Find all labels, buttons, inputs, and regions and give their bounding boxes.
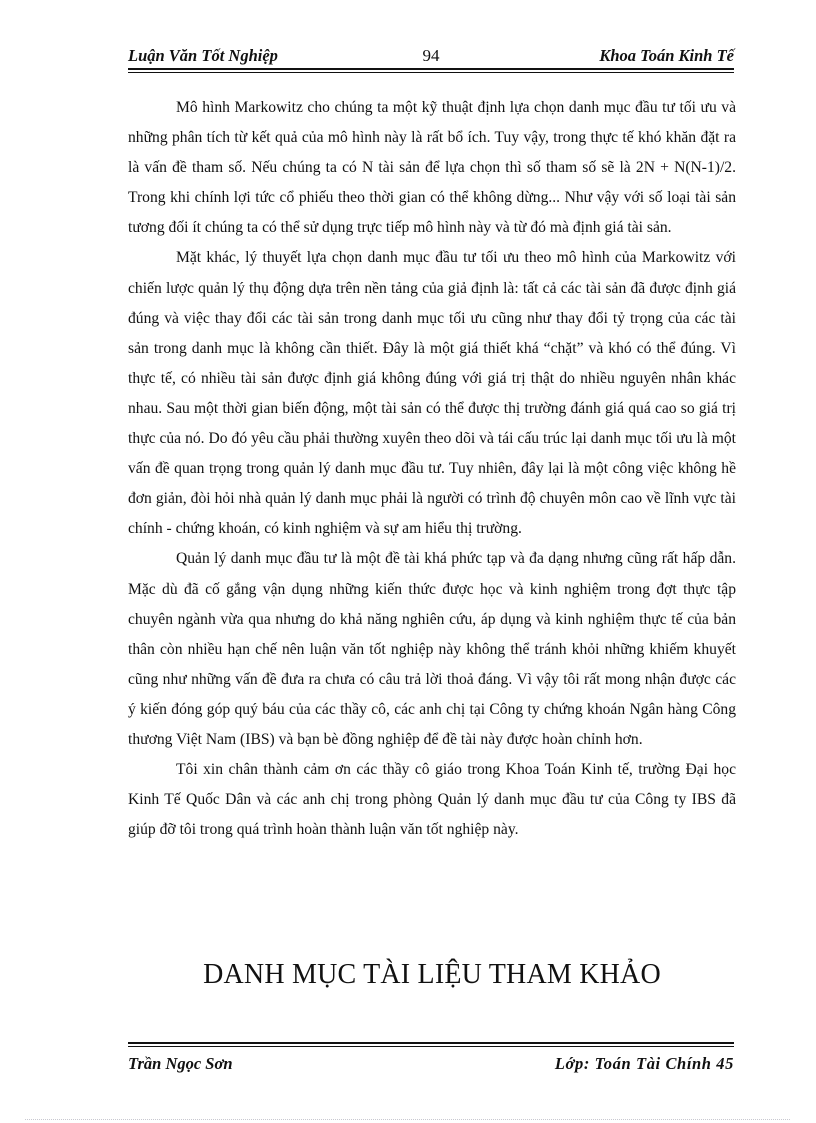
footer-class: Lớp: Toán Tài Chính 45 (554, 1054, 734, 1073)
page-boundary-line (25, 1119, 790, 1120)
footer-divider (128, 1042, 734, 1047)
paragraph-markowitz-limitations: Mô hình Markowitz cho chúng ta một kỹ thuật định lựa chọn danh mục đầu tư tối ưu và những phân tích từ kết quả của mô hình này là rất bổ ích. Tuy vậy, trong thực tế khó khăn đặt ra là vấn đề tham số. Nếu chúng ta có N tài sản để lựa chọn thì số tham số sẽ là 2N + N(N-1)/2. Trong khi chính lợi tức cổ phiếu theo thời gian có thể không dừng... Như vậy với số loại tài sản tương đối ít chúng ta có thể sử dụng trực tiếp mô hình này và từ đó mà định giá tài sản. (128, 99, 736, 237)
paragraph-acknowledgements: Tôi xin chân thành cảm ơn các thầy cô giáo trong Khoa Toán Kinh tế, trường Đại học Kinh Tế Quốc Dân và các anh chị trong phòng Quản lý danh mục đầu tư của Công ty IBS đã giúp đỡ tôi trong quá trình hoàn thành luận văn tốt nghiệp này. (128, 761, 736, 839)
header-thesis-title: Luận Văn Tốt Nghiệp (128, 46, 278, 65)
footer-author: Trần Ngọc Sơn (128, 1054, 233, 1073)
page-header (128, 46, 734, 68)
header-faculty: Khoa Toán Kinh Tế (599, 46, 734, 65)
paragraph-conclusion: Quản lý danh mục đầu tư là một đề tài khá phức tạp và đa dạng nhưng cũng rất hấp dẫn. Mặc dù đã cố gắng vận dụng những kiến thức được học và kinh nghiệm trong đợt thực tập chuyên ngành vừa qua nhưng do khả năng nghiên cứu, áp dụng và kinh nghiệm thực tế của bản thân còn nhiều hạn chế nên luận văn tốt nghiệp này không thể tránh khỏi những khiếm khuyết cũng như những vấn đề đưa ra chưa có câu trả lời thoả đáng. Vì vậy tôi rất mong nhận được các ý kiến đóng góp quý báu của các thầy cô, các anh chị tại Công ty chứng khoán Ngân hàng Công thương Việt Nam (IBS) và bạn bè đồng nghiệp để đề tài này được hoàn chỉnh hơn. (128, 550, 736, 748)
body-text (128, 93, 736, 845)
page-number: 94 (422, 46, 440, 65)
paragraph-passive-strategy: Mặt khác, lý thuyết lựa chọn danh mục đầu tư tối ưu theo mô hình của Markowitz với chiến lược quản lý thụ động dựa trên nền tảng của giả định là: tất cả các tài sản đã được định giá đúng và việc thay đổi các tài sản trong danh mục tối ưu cũng như thay đổi tỷ trọng của các tài sản trong danh mục là không cần thiết. Đây là một giá thiết khá “chặt” và khó có thể đúng. Vì thực tế, có nhiều tài sản được định giá không đúng với giá trị thật do nhiều nguyên nhân khác nhau. Sau một thời gian biến động, một tài sản có thể được thị trường đánh giá quá cao so giá trị thực của nó. Do đó yêu cầu phải thường xuyên theo dõi và tái cấu trúc lại danh mục tối ưu là một vấn đề quan trọng trong quản lý danh mục đầu tư. Tuy nhiên, đây lại là một công việc không hề đơn giản, đòi hỏi nhà quản lý danh mục phải là người có trình độ chuyên môn cao về lĩnh vực tài chính - chứng khoán, có kinh nghiệm và sự am hiểu thị trường. (128, 249, 736, 538)
page-footer (128, 1054, 734, 1076)
header-divider (128, 68, 734, 73)
section-heading-references: DANH MỤC TÀI LIỆU THAM KHẢO (203, 959, 661, 990)
